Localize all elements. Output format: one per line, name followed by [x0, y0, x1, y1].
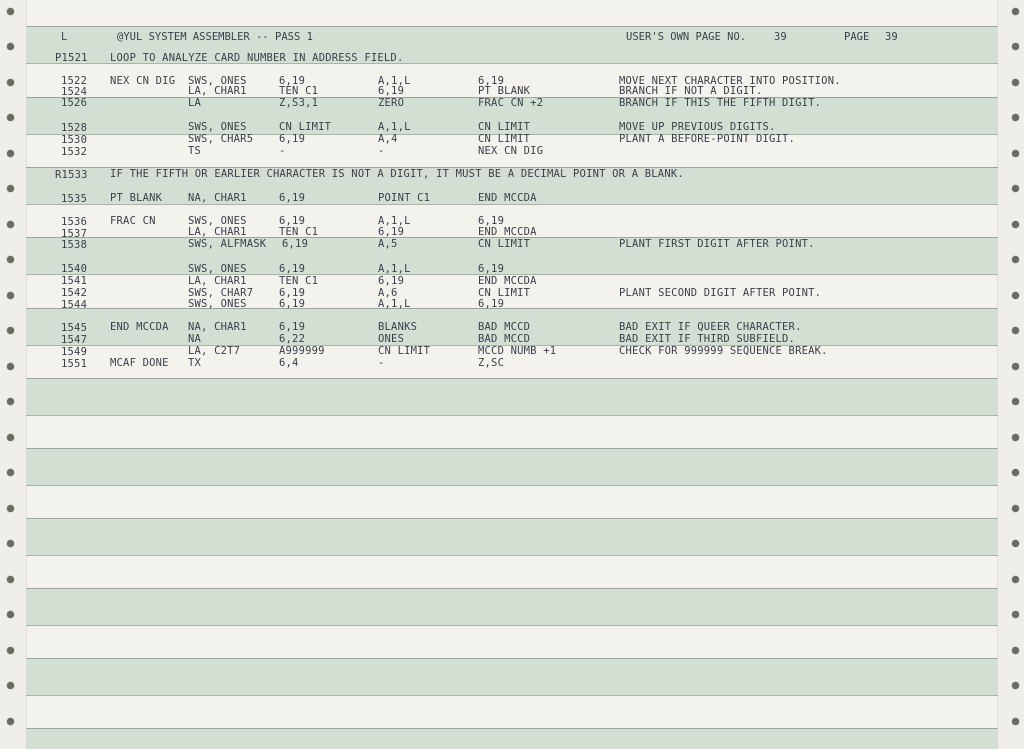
operation-field: SWS, CHAR5 [188, 133, 254, 145]
address-field-2: ZERO [378, 97, 405, 109]
operation-field: SWS, ALFMASK [188, 238, 267, 250]
greenbar-band [26, 378, 998, 416]
greenbar-band [26, 448, 998, 486]
operation-field: SWS, ONES [188, 298, 247, 310]
address-field-1: TEN C1 [279, 85, 319, 97]
operation-field: LA [188, 97, 202, 109]
remark-seq: R1533 [55, 169, 88, 181]
feed-hole-icon [7, 469, 14, 476]
feed-hole-icon [7, 185, 14, 192]
address-field-3: PT BLANK [478, 85, 531, 97]
feed-hole-icon [1012, 221, 1019, 228]
comment-field: PLANT FIRST DIGIT AFTER POINT. [619, 238, 815, 250]
address-field-3: CN LIMIT [478, 133, 531, 145]
users-page-number: 39 [774, 31, 787, 43]
address-field-2: A,1,L [378, 215, 411, 227]
address-field-2: POINT C1 [378, 192, 431, 204]
feed-hole-icon [7, 327, 14, 334]
location-field: FRAC CN [110, 215, 156, 227]
operation-field: LA, CHAR1 [188, 85, 247, 97]
feed-hole-icon [7, 576, 14, 583]
address-field-1: TEN C1 [279, 275, 319, 287]
operation-field: NA [188, 333, 202, 345]
address-field-1: 6,4 [279, 357, 299, 369]
address-field-2: A,5 [378, 238, 398, 250]
address-field-1: 6,19 [279, 298, 306, 310]
feed-hole-icon [7, 718, 14, 725]
address-field-1: 6,19 [279, 192, 306, 204]
address-field-2: A,4 [378, 133, 398, 145]
comment-field: CHECK FOR 999999 SEQUENCE BREAK. [619, 345, 828, 357]
comment-field: MOVE NEXT CHARACTER INTO POSITION. [619, 75, 841, 87]
feed-hole-icon [7, 505, 14, 512]
seq-number: 1544 [61, 299, 88, 311]
seq-number: 1537 [61, 228, 88, 240]
feed-hole-icon [1012, 150, 1019, 157]
seq-number: 1532 [61, 146, 88, 158]
address-field-3: 6,19 [478, 263, 505, 275]
feed-hole-icon [7, 398, 14, 405]
address-field-3: MCCD NUMB +1 [478, 345, 557, 357]
feed-hole-icon [1012, 647, 1019, 654]
seq-number: 1541 [61, 275, 88, 287]
feed-hole-icon [7, 363, 14, 370]
address-field-2: A,6 [378, 287, 398, 299]
address-field-3: FRAC CN +2 [478, 97, 544, 109]
feed-hole-icon [7, 540, 14, 547]
address-field-3: CN LIMIT [478, 238, 531, 250]
feed-hole-icon [1012, 363, 1019, 370]
left-tractor-margin [0, 0, 27, 749]
address-field-2: 6,19 [378, 226, 405, 238]
address-field-1: - [279, 145, 286, 157]
seq-number: 1522 [61, 75, 88, 87]
location-field: MCAF DONE [110, 357, 169, 369]
address-field-2: 6,19 [378, 275, 405, 287]
feed-hole-icon [7, 611, 14, 618]
feed-hole-icon [7, 221, 14, 228]
feed-hole-icon [1012, 611, 1019, 618]
feed-hole-icon [7, 114, 14, 121]
address-field-3: BAD MCCD [478, 333, 531, 345]
feed-hole-icon [7, 292, 14, 299]
address-field-2: A,1,L [378, 298, 411, 310]
operation-field: NA, CHAR1 [188, 321, 247, 333]
comment-field: PLANT A BEFORE-POINT DIGIT. [619, 133, 796, 145]
feed-hole-icon [1012, 505, 1019, 512]
comment-field: BRANCH IF THIS THE FIFTH DIGIT. [619, 97, 822, 109]
remark-text: LOOP TO ANALYZE CARD NUMBER IN ADDRESS FIELD. [110, 52, 404, 64]
feed-hole-icon [1012, 79, 1019, 86]
seq-number: 1538 [61, 239, 88, 251]
address-field-1: 6,19 [279, 263, 306, 275]
address-field-2: A,1,L [378, 263, 411, 275]
right-tractor-margin [997, 0, 1024, 749]
address-field-2: - [378, 357, 385, 369]
address-field-3: END MCCDA [478, 226, 537, 238]
address-field-2: A,1,L [378, 121, 411, 133]
operation-field: SWS, ONES [188, 75, 247, 87]
feed-hole-icon [7, 682, 14, 689]
address-field-3: CN LIMIT [478, 287, 531, 299]
seq-number: 1545 [61, 322, 88, 334]
greenbar-band [26, 588, 998, 626]
address-field-3: CN LIMIT [478, 121, 531, 133]
seq-number: 1542 [61, 287, 88, 299]
address-field-1: 6,19 [279, 321, 306, 333]
feed-hole-icon [7, 150, 14, 157]
address-field-1: 6,19 [279, 133, 306, 145]
feed-hole-icon [7, 43, 14, 50]
address-field-2: ONES [378, 333, 405, 345]
remark-seq: P1521 [55, 52, 88, 64]
operation-field: LA, CHAR1 [188, 226, 247, 238]
comment-field: MOVE UP PREVIOUS DIGITS. [619, 121, 776, 133]
address-field-1: TEN C1 [279, 226, 319, 238]
address-field-3: BAD MCCD [478, 321, 531, 333]
feed-hole-icon [1012, 43, 1019, 50]
comment-field: BAD EXIT IF THIRD SUBFIELD. [619, 333, 796, 345]
address-field-2: A,1,L [378, 75, 411, 87]
address-field-1: 6,19 [279, 215, 306, 227]
page-label: PAGE [844, 31, 870, 43]
operation-field: NA, CHAR1 [188, 192, 247, 204]
address-field-2: CN LIMIT [378, 345, 431, 357]
address-field-1: Z,S3,1 [279, 97, 319, 109]
seq-number: 1549 [61, 346, 88, 358]
address-field-3: 6,19 [478, 298, 505, 310]
address-field-3: 6,19 [478, 215, 505, 227]
address-field-1: 6,22 [279, 333, 306, 345]
address-field-3: END MCCDA [478, 275, 537, 287]
address-field-1: 6,19 [279, 287, 306, 299]
operation-field: SWS, ONES [188, 121, 247, 133]
address-field-2: - [378, 145, 385, 157]
comment-field: BAD EXIT IF QUEER CHARACTER. [619, 321, 802, 333]
location-field: END MCCDA [110, 321, 169, 333]
seq-number: 1524 [61, 86, 88, 98]
feed-hole-icon [1012, 114, 1019, 121]
address-field-2: 6,19 [378, 85, 405, 97]
comment-field: PLANT SECOND DIGIT AFTER POINT. [619, 287, 822, 299]
operation-field: SWS, ONES [188, 215, 247, 227]
location-field: NEX CN DIG [110, 75, 176, 87]
address-field-3: 6,19 [478, 75, 505, 87]
address-field-3: END MCCDA [478, 192, 537, 204]
feed-hole-icon [1012, 256, 1019, 263]
feed-hole-icon [1012, 398, 1019, 405]
greenbar-band [26, 518, 998, 556]
operation-field: TS [188, 145, 202, 157]
page-title: @YUL SYSTEM ASSEMBLER -- PASS 1 [117, 31, 313, 43]
seq-number: 1547 [61, 334, 88, 346]
page-number: 39 [885, 31, 898, 43]
address-field-1: A999999 [279, 345, 325, 357]
feed-hole-icon [1012, 327, 1019, 334]
seq-number: 1536 [61, 216, 88, 228]
operation-field: TX [188, 357, 202, 369]
operation-field: SWS, ONES [188, 263, 247, 275]
address-field-3: NEX CN DIG [478, 145, 544, 157]
address-field-2: BLANKS [378, 321, 418, 333]
address-field-3: Z,SC [478, 357, 505, 369]
feed-hole-icon [1012, 469, 1019, 476]
operation-field: SWS, CHAR7 [188, 287, 254, 299]
seq-number: 1535 [61, 193, 88, 205]
remark-text: IF THE FIFTH OR EARLIER CHARACTER IS NOT A DIGIT, IT MUST BE A DECIMAL POINT OR A BLANK. [110, 168, 684, 180]
feed-hole-icon [1012, 682, 1019, 689]
feed-hole-icon [1012, 292, 1019, 299]
address-field-1: 6,19 [279, 75, 306, 87]
column-mark: L [61, 31, 68, 43]
greenbar-band [26, 658, 998, 696]
address-field-1: 6,19 [282, 238, 309, 250]
feed-hole-icon [7, 434, 14, 441]
feed-hole-icon [7, 647, 14, 654]
feed-hole-icon [1012, 434, 1019, 441]
location-field: PT BLANK [110, 192, 163, 204]
feed-hole-icon [1012, 540, 1019, 547]
feed-hole-icon [1012, 576, 1019, 583]
feed-hole-icon [1012, 185, 1019, 192]
feed-hole-icon [1012, 718, 1019, 725]
seq-number: 1528 [61, 122, 88, 134]
seq-number: 1551 [61, 358, 88, 370]
operation-field: LA, C2T7 [188, 345, 241, 357]
seq-number: 1526 [61, 97, 88, 109]
greenbar-band [26, 728, 998, 749]
comment-field: BRANCH IF NOT A DIGIT. [619, 85, 763, 97]
feed-hole-icon [1012, 8, 1019, 15]
address-field-1: CN LIMIT [279, 121, 332, 133]
seq-number: 1530 [61, 134, 88, 146]
seq-number: 1540 [61, 263, 88, 275]
operation-field: LA, CHAR1 [188, 275, 247, 287]
feed-hole-icon [7, 79, 14, 86]
feed-hole-icon [7, 256, 14, 263]
users-page-label: USER'S OWN PAGE NO. [626, 31, 747, 43]
feed-hole-icon [7, 8, 14, 15]
